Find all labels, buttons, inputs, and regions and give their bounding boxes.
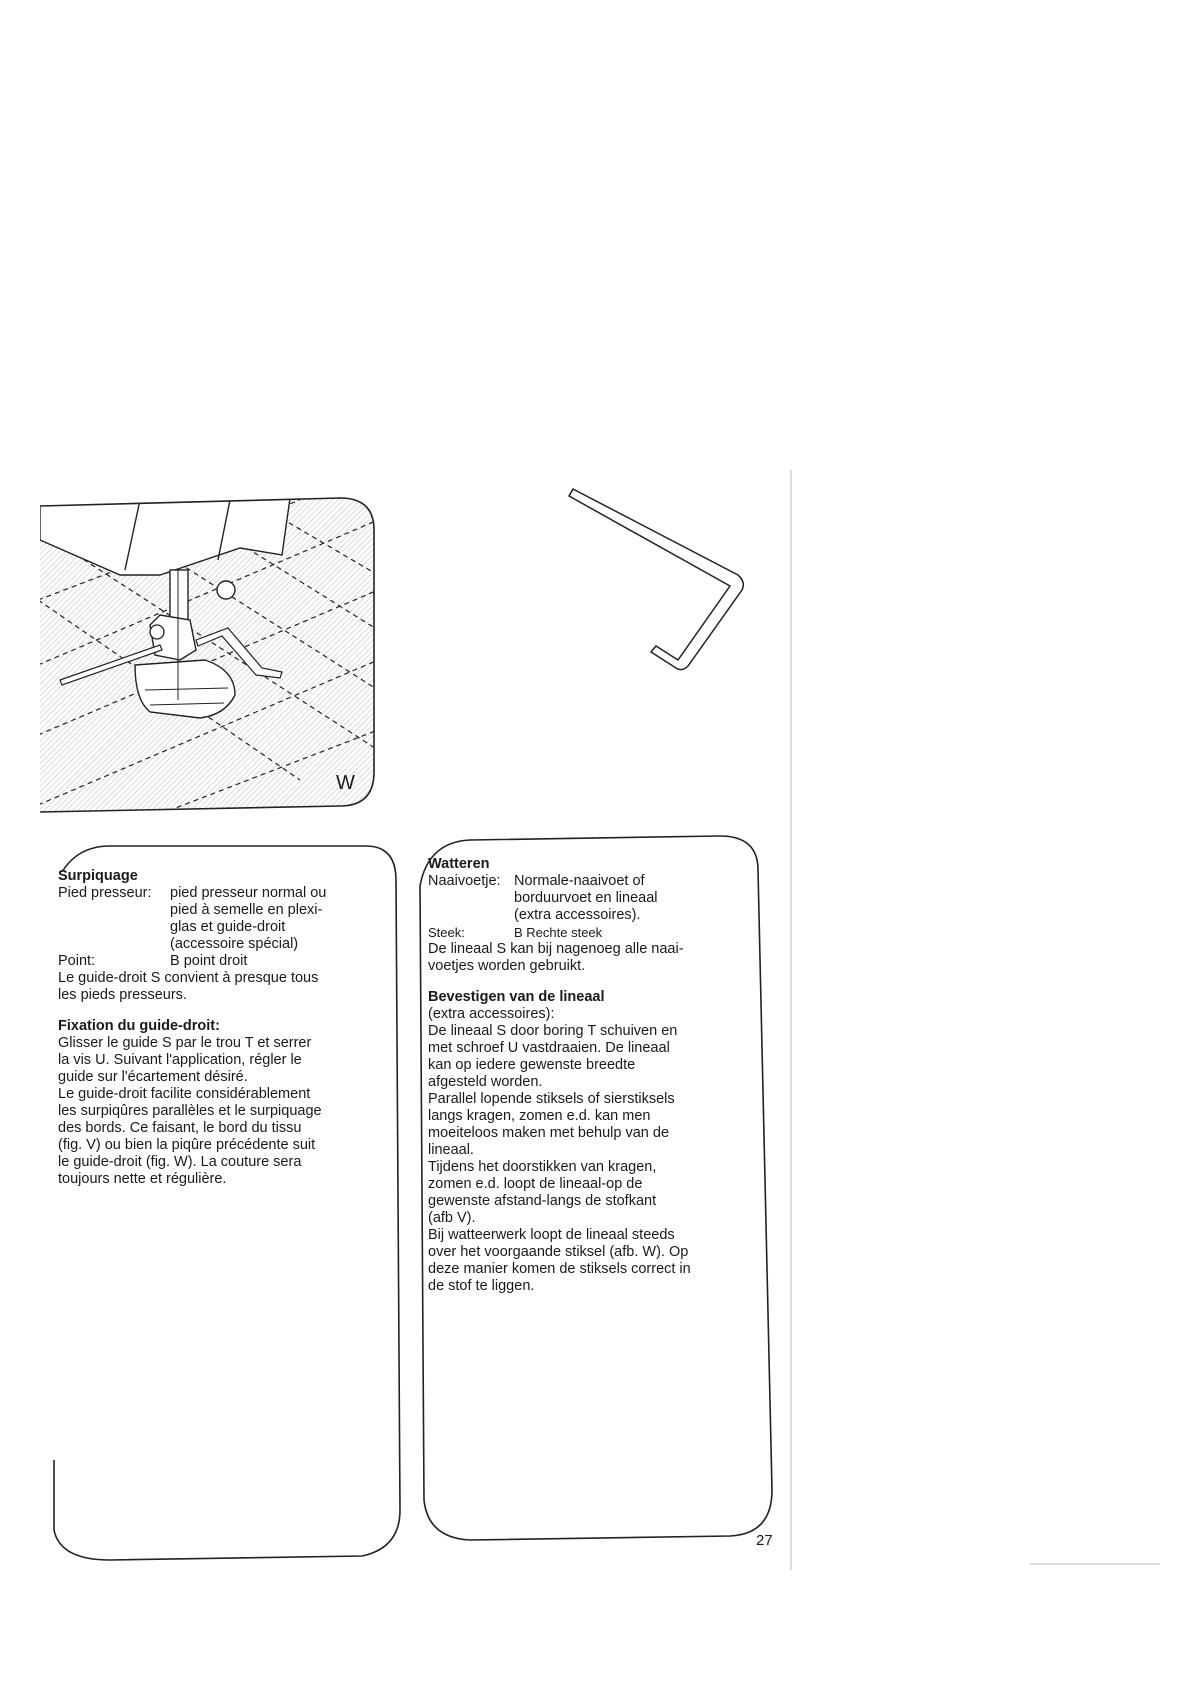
french-panel xyxy=(58,868,388,1188)
french-body-7: le guide-droit (fig. W). La couture sera xyxy=(58,1154,302,1170)
french-section-heading: Fixation du guide-droit: xyxy=(58,1018,220,1034)
dutch-body-4: Parallel lopende stiksels of sierstiksels xyxy=(428,1091,675,1107)
presser-line-0: pied presseur normal ou xyxy=(170,885,327,901)
french-intro-1: les pieds presseurs. xyxy=(58,987,187,1003)
dutch-body-9: zomen e.d. loopt de lineaal-op de xyxy=(428,1176,643,1192)
point-key: Point: xyxy=(58,953,96,969)
foot-line-1: borduurvoet en lineaal xyxy=(514,890,658,906)
foot-line-2: (extra accessoires). xyxy=(514,907,641,923)
dutch-body-15: de stof te liggen. xyxy=(428,1278,535,1294)
dutch-body-14: deze manier komen de stiksels correct in xyxy=(428,1261,691,1277)
dutch-panel xyxy=(428,856,764,1295)
french-body-0: Glisser le guide S par le trou T et serrer xyxy=(58,1035,312,1051)
dutch-intro-0: De lineaal S kan bij nagenoeg alle naai- xyxy=(428,941,684,957)
dutch-body-12: Bij watteerwerk loopt de lineaal steeds xyxy=(428,1227,675,1243)
french-body-8: toujours nette et régulière. xyxy=(58,1171,227,1187)
dutch-body-6: moeiteloos maken met behulp van de xyxy=(428,1125,670,1141)
presser-line-1: pied à semelle en plexi- xyxy=(170,902,323,918)
french-body-6: (fig. V) ou bien la piqûre précédente suit xyxy=(58,1137,316,1153)
dutch-heading: Watteren xyxy=(428,856,490,872)
stitch-value: B Rechte steek xyxy=(514,925,603,940)
french-body-3: Le guide-droit facilite considérablement xyxy=(58,1086,311,1102)
french-intro-0: Le guide-droit S convient à presque tous xyxy=(58,970,319,986)
page-number: 27 xyxy=(756,1532,773,1549)
dutch-section-heading: Bevestigen van de lineaal xyxy=(428,989,605,1005)
french-body-5: des bords. Ce faisant, le bord du tissu xyxy=(58,1120,302,1136)
dutch-body-2: kan op iedere gewenste breedte xyxy=(428,1057,636,1073)
presser-key: Pied presseur: xyxy=(58,885,152,901)
dutch-body-8: Tijdens het doorstikken van kragen, xyxy=(428,1159,657,1175)
dutch-body-13: over het voorgaande stiksel (afb. W). Op xyxy=(428,1244,689,1260)
dutch-body-3: afgesteld worden. xyxy=(428,1074,543,1090)
french-body-4: les surpiqûres parallèles et le surpiquage xyxy=(58,1103,322,1119)
dutch-intro-1: voetjes worden gebruikt. xyxy=(428,958,586,974)
french-heading: Surpiquage xyxy=(58,868,138,884)
dutch-body-1: met schroef U vastdraaien. De lineaal xyxy=(428,1040,670,1056)
presser-line-3: (accessoire spécial) xyxy=(170,936,299,952)
guide-ruler-drawing xyxy=(569,489,743,670)
dutch-section-sub: (extra accessoires): xyxy=(428,1006,555,1022)
figure-w-label: W xyxy=(336,772,355,794)
french-body-2: guide sur l'écartement désiré. xyxy=(58,1069,248,1085)
french-body-1: la vis U. Suivant l'application, régler le xyxy=(58,1052,302,1068)
dutch-body-11: (afb V). xyxy=(428,1210,476,1226)
presser-line-2: glas et guide-droit xyxy=(170,919,286,935)
point-value: B point droit xyxy=(170,953,248,969)
stitch-key: Steek: xyxy=(428,925,465,940)
dutch-body-5: langs kragen, zomen e.d. kan men xyxy=(428,1108,651,1124)
foot-line-0: Normale-naaivoet of xyxy=(514,873,645,889)
dutch-body-7: lineaal. xyxy=(428,1142,474,1158)
dutch-body-0: De lineaal S door boring T schuiven en xyxy=(428,1023,678,1039)
foot-key: Naaivoetje: xyxy=(428,873,501,889)
dutch-body-10: gewenste afstand-langs de stofkant xyxy=(428,1193,657,1209)
